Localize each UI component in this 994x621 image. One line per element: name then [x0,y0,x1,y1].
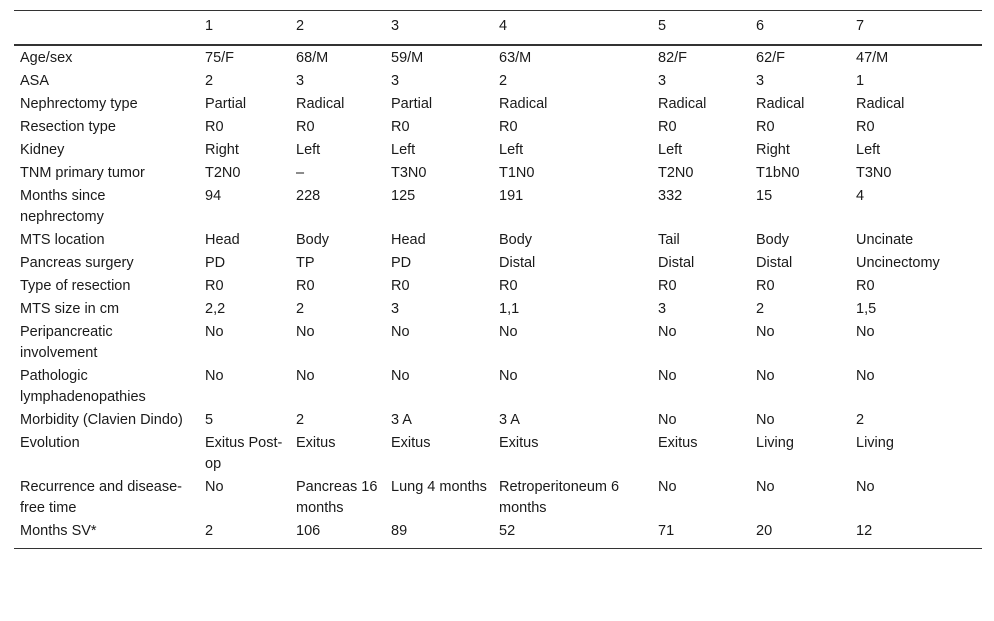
table-cell: R0 [499,278,518,294]
table-cell: Body [499,232,533,248]
table-cell: 191 [499,188,524,204]
table-row [14,366,982,410]
row-label: Pathologic lymphadenopathies [20,368,146,405]
table-cell: R0 [756,119,775,135]
table-cell: Radical [296,96,345,112]
header-cell: 2 [296,18,305,34]
table-cell: No [296,368,315,384]
table-row [14,230,982,253]
table-cell: 15 [756,188,773,204]
table-cell: Pancreas 16 months [296,479,378,516]
table-cell: 2,2 [205,301,226,317]
header-cell: 4 [499,18,508,34]
table-row [14,94,982,117]
table-cell: R0 [391,119,410,135]
header-cell: 1 [205,18,214,34]
table-cell: Exitus [391,435,431,451]
header-cell: 7 [856,18,865,34]
table-row [14,117,982,140]
table-cell: Living [856,435,894,451]
table-cell: Partial [205,96,247,112]
patient-table [14,10,982,549]
table-cell: Left [391,142,416,158]
table-cell: Distal [499,255,536,271]
table-body [14,45,982,549]
table-cell: Body [296,232,330,248]
row-label: Type of resection [20,278,131,294]
table-row [14,45,982,71]
table-row [14,186,982,230]
table-cell: PD [391,255,412,271]
table-cell: Distal [658,255,695,271]
table-cell: 94 [205,188,222,204]
table-cell: Uncinectomy [856,255,940,271]
row-label: MTS size in cm [20,301,120,317]
table-cell: 2 [756,301,765,317]
table-row [14,140,982,163]
table-cell: R0 [391,278,410,294]
row-label: Age/sex [20,50,73,66]
table-cell: Left [658,142,683,158]
table-cell: No [756,324,775,340]
table-cell: Radical [658,96,707,112]
table-cell: 228 [296,188,321,204]
table-cell: 2 [296,301,305,317]
table-cell: Partial [391,96,433,112]
row-label: Months SV* [20,523,97,539]
table-cell: 3 A [391,412,412,428]
table-cell: T2N0 [658,165,694,181]
row-label: Morbidity (Clavien Dindo) [20,412,183,428]
table-cell: No [658,479,677,495]
table-cell: 3 [658,73,667,89]
table-cell: Right [756,142,790,158]
table-cell: – [296,165,305,181]
table-cell: 1,1 [499,301,520,317]
table-cell: Left [296,142,321,158]
table-cell: Body [756,232,790,248]
table-cell: R0 [296,119,315,135]
table-cell: TP [296,255,315,271]
table-cell: R0 [205,119,224,135]
table-row [14,276,982,299]
header-cell: 6 [756,18,765,34]
table-cell: 3 [658,301,667,317]
table-cell: T3N0 [856,165,892,181]
table-row [14,322,982,366]
table-cell: No [756,368,775,384]
table-cell: R0 [296,278,315,294]
table-cell: 20 [756,523,773,539]
table-cell: R0 [499,119,518,135]
table-cell: 2 [205,73,214,89]
table-cell: Head [391,232,426,248]
table-row [14,521,982,549]
table-cell: Head [205,232,240,248]
row-label: Peripancreatic involvement [20,324,113,361]
table-cell: No [391,368,410,384]
table-cell: 332 [658,188,683,204]
table-cell: Radical [756,96,805,112]
table-container [14,10,982,549]
table-cell: 59/M [391,50,424,66]
table-cell: 3 [756,73,765,89]
header-row [14,11,982,46]
header-cell [14,11,199,46]
table-cell: No [856,479,875,495]
table-cell: 62/F [756,50,786,66]
table-cell: No [205,479,224,495]
table-cell: No [296,324,315,340]
table-cell: 3 [296,73,305,89]
table-cell: Radical [856,96,905,112]
table-cell: 47/M [856,50,889,66]
table-cell: 3 [391,73,400,89]
table-cell: 5 [205,412,214,428]
table-row [14,163,982,186]
table-cell: Tail [658,232,680,248]
table-cell: Living [756,435,794,451]
row-label: Recurrence and disease-free time [20,479,183,516]
table-cell: No [856,324,875,340]
table-cell: Retroperitoneum 6 months [499,479,620,516]
table-cell: 2 [499,73,508,89]
table-row [14,299,982,322]
table-cell: Exitus Post-op [205,435,283,472]
table-cell: No [658,412,677,428]
table-cell: 1,5 [856,301,877,317]
row-label: MTS location [20,232,105,248]
table-cell: Exitus [296,435,336,451]
table-cell: Exitus [658,435,698,451]
table-cell: No [756,412,775,428]
table-cell: Radical [499,96,548,112]
table-cell: 106 [296,523,321,539]
row-label: Resection type [20,119,116,135]
table-cell: 63/M [499,50,532,66]
table-cell: No [205,368,224,384]
table-cell: 52 [499,523,516,539]
table-cell: Left [856,142,881,158]
table-cell: R0 [658,119,677,135]
row-label: Nephrectomy type [20,96,138,112]
table-cell: Uncinate [856,232,914,248]
table-cell: Distal [756,255,793,271]
row-label: TNM primary tumor [20,165,145,181]
table-row [14,477,982,521]
table-cell: No [391,324,410,340]
table-row [14,410,982,433]
table-cell: R0 [658,278,677,294]
table-cell: T3N0 [391,165,427,181]
table-cell: Exitus [499,435,539,451]
table-cell: No [756,479,775,495]
table-cell: T1N0 [499,165,535,181]
row-label: Months since nephrectomy [20,188,106,225]
table-cell: No [205,324,224,340]
table-cell: R0 [756,278,775,294]
table-cell: T1bN0 [756,165,800,181]
table-cell: 89 [391,523,408,539]
table-cell: T2N0 [205,165,241,181]
table-cell: No [856,368,875,384]
table-cell: 82/F [658,50,688,66]
table-cell: Right [205,142,239,158]
table-row [14,433,982,477]
row-label: Kidney [20,142,65,158]
table-row [14,71,982,94]
table-cell: 4 [856,188,865,204]
table-cell: 68/M [296,50,329,66]
table-cell: No [658,324,677,340]
table-cell: 71 [658,523,675,539]
table-cell: 12 [856,523,873,539]
table-cell: No [499,324,518,340]
table-header [14,11,982,46]
table-cell: 1 [856,73,865,89]
table-cell: R0 [856,119,875,135]
table-row [14,253,982,276]
table-cell: No [499,368,518,384]
table-cell: 2 [205,523,214,539]
table-cell: R0 [205,278,224,294]
header-cell: 3 [391,18,400,34]
table-cell: 3 A [499,412,520,428]
table-cell: No [658,368,677,384]
row-label: ASA [20,73,50,89]
table-cell: Lung 4 months [391,479,487,495]
table-cell: 3 [391,301,400,317]
row-label: Evolution [20,435,80,451]
table-cell: Left [499,142,524,158]
table-cell: 2 [296,412,305,428]
table-cell: R0 [856,278,875,294]
table-cell: 125 [391,188,416,204]
table-cell: 2 [856,412,865,428]
header-cell: 5 [658,18,667,34]
row-label: Pancreas surgery [20,255,134,271]
table-cell: 75/F [205,50,235,66]
table-cell: PD [205,255,226,271]
